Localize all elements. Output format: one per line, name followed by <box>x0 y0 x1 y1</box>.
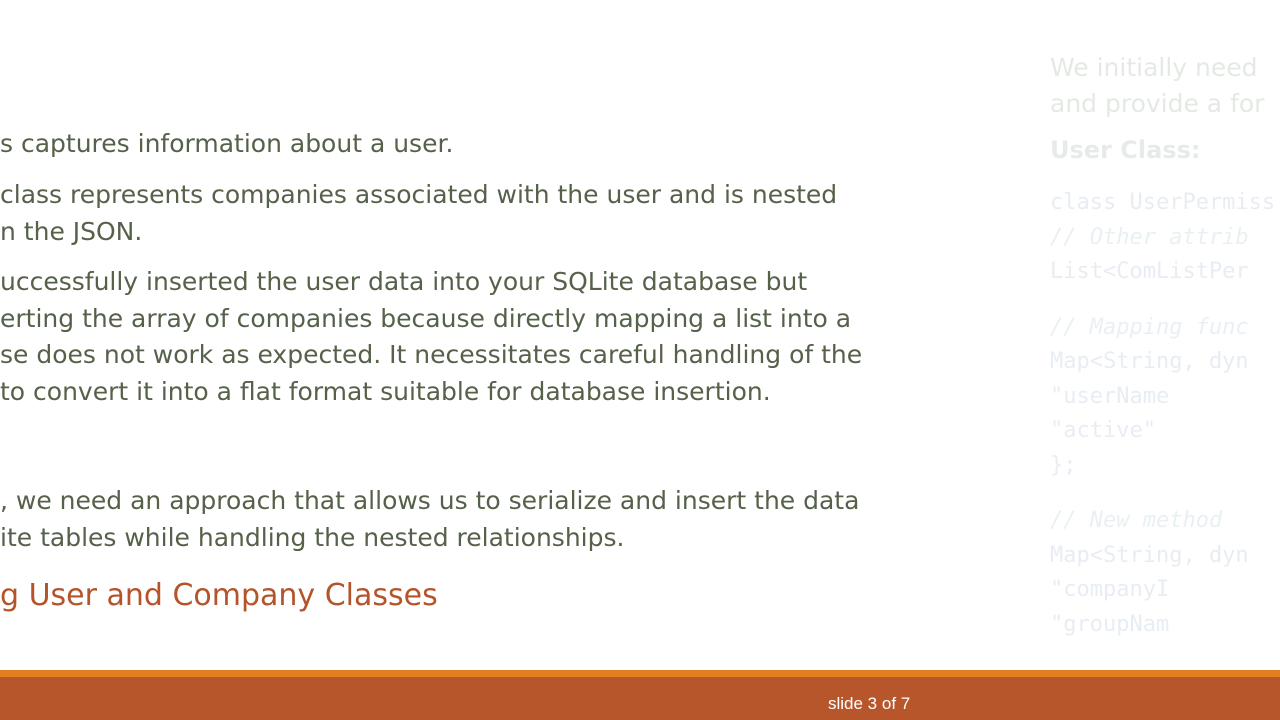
text-line: se does not work as expected. It necessitates careful handling of the <box>0 340 863 369</box>
code-line: "userName <box>1050 383 1170 409</box>
code-comment: // Mapping func <box>1050 314 1249 340</box>
code-line: class UserPermiss <box>1050 190 1276 215</box>
paragraph-company-class <box>0 177 837 250</box>
text-line: and provide a for <box>1050 89 1265 118</box>
text-line: erting the array of companies because directly mapping a list into a <box>0 303 852 333</box>
paragraph-user-class <box>0 126 453 163</box>
code-blank-line <box>1050 483 1280 504</box>
paragraph-problem <box>0 264 862 410</box>
section-heading: g User and Company Classes <box>0 578 438 613</box>
code-line: "companyI <box>1050 577 1170 602</box>
text-line: , we need an approach that allows us to serialize and insert the data <box>0 486 860 515</box>
code-line: "active" <box>1050 418 1156 443</box>
slide-footer-bar <box>0 670 1280 720</box>
code-line: Map<String, dyn <box>1050 542 1249 568</box>
code-block <box>1050 186 1280 642</box>
code-line: }; <box>1050 452 1077 478</box>
text-line: ite tables while handling the nested relationships. <box>0 522 625 552</box>
text-line: to convert it into a flat format suitable for database insertion. <box>0 376 771 406</box>
preview-heading: User Class: <box>1050 136 1201 164</box>
text-line: class represents companies associated with the user and is nested <box>0 180 838 209</box>
paragraph-approach <box>0 483 859 556</box>
slide-counter: slide 3 of 7 <box>828 694 911 713</box>
code-line: List<ComListPer <box>1050 259 1249 284</box>
code-comment: // New method <box>1050 508 1223 533</box>
preview-intro <box>1050 50 1280 122</box>
text-line: n the JSON. <box>0 216 143 246</box>
code-comment: // Other attrib <box>1050 224 1249 250</box>
footer-accent-stripe <box>0 670 1280 677</box>
text-line: s captures information about a user. <box>0 129 454 158</box>
code-line: "groupNam <box>1050 611 1170 637</box>
next-slide-preview <box>1050 50 1280 670</box>
text-line: We initially need <box>1050 53 1258 82</box>
text-line: uccessfully inserted the user data into your SQLite database but <box>0 267 808 296</box>
code-blank-line <box>1050 290 1280 311</box>
code-line: Map<String, dyn <box>1050 349 1249 374</box>
